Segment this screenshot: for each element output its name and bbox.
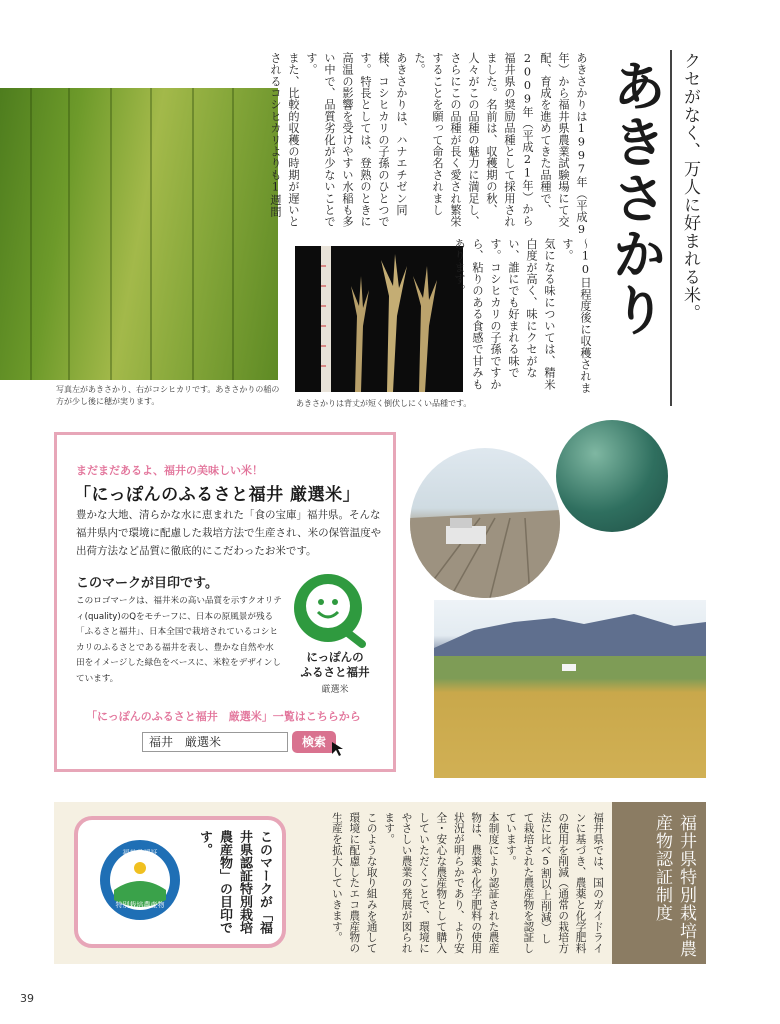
eco-label: 福井県特別栽培農産物認証制度 xyxy=(652,814,696,958)
article-col4: ～10日程度後に収穫されます。 xyxy=(561,238,592,394)
eco-mark-text: このマークが「福井県認証特別栽培農産物」の目印です。 xyxy=(197,830,272,934)
cursor-arrow-icon xyxy=(330,740,348,762)
rice-ears-photo xyxy=(295,246,463,392)
rice-ears-illustration xyxy=(295,246,463,392)
genseimai-list-link[interactable]: 「にっぽんのふるさと福井 厳選米」一覧はこちらから xyxy=(86,710,361,723)
eco-body2: 本制度により認証された農産物は、農薬や化学肥料の使用状況が明らかであり、より安全・安心な農産物として購入していただくことで、環境にやさしい農業の発展が図られます。 xyxy=(383,812,500,954)
genseimai-q-logo-icon xyxy=(292,572,368,648)
rice-planting-photo xyxy=(410,448,560,598)
article-col1: あきさかりは1997年（平成9年）から福井県農業試験場にて交配、育成を進めてきた品種で、2009年（平成21年）から福井県の奨励品種として採用されました。名前は、収穫期の秋、人々がこの品種の魅力に満足し、さらにこの品種が長く愛され繁栄することを願って命名されました。 xyxy=(413,52,588,237)
eco-body xyxy=(300,812,606,954)
mark-description: このロゴマークは、福井米の高い品質を示すクオリティ(quality)のQをモチーフに、日本の原風景が残る「ふるさと福井」、日本全国で栽培されているコシヒカリのふるさとである福井を表し、豊かな自然や水田をイメージした緑色をベースに、米粒をデザインしています。 xyxy=(76,596,282,684)
genseimai-subtitle: まだまだあるよ、福井の美味しい米！ xyxy=(76,464,263,477)
article-body-upper xyxy=(269,52,590,238)
headline-title: あきさかり xyxy=(604,58,668,338)
genseimai-logo-sub: 厳選米 xyxy=(321,685,349,695)
genseimai-logo-text xyxy=(290,650,380,680)
headline-tagline: クセがなく、万人に好まれる米。 xyxy=(680,52,700,322)
genseimai-body: 豊かな大地、清らかな水に恵まれた「食の宝庫」福井県。そんな福井県内で環境に配慮した栽培方法で生産され、米の保管温度や出荷方法など品質に徹底的にこだわったお米です。 xyxy=(76,509,382,557)
headline-rule xyxy=(670,50,672,406)
genseimai-title: 「にっぽんのふるさと福井 厳選米」 xyxy=(74,485,361,505)
water-photo xyxy=(556,420,668,532)
rice-field-photo xyxy=(0,88,278,380)
search-input[interactable]: 福井 厳選米 xyxy=(142,732,288,752)
eco-logo-bottom: 特別栽培農産物 xyxy=(115,901,165,909)
article-col5: 気になる味については、精米白度が高く、味にクセがない、誰にでも好まれる味です。コシヒカリの子孫ですから、粘りのある食感で甘みもあります。 xyxy=(453,238,556,391)
logo-line2: ふるさと福井 xyxy=(300,665,370,679)
article-col2: あきさかりは、ハナエチゼン同様、コシヒカリの子孫のひとつです。特長としては、登熟のときに高温の影響を受けやすい水稲も多い中で、品質劣化が少ないことです。 xyxy=(305,52,408,228)
mark-heading: このマークが目印です。 xyxy=(76,576,218,591)
field-photo-caption: 写真左があきさかり、右がコシヒカリです。あきさかりの稲の方が少し後に穂が実ります。 xyxy=(56,385,280,406)
eco-logo-top: 福井県認証 xyxy=(122,849,158,857)
search-button[interactable]: 検索 xyxy=(292,731,336,753)
logo-line1: にっぽんの xyxy=(306,650,364,664)
article-col3: また、比較的収穫の時期が遅いとされるコシヒカリよりも1週間 xyxy=(269,52,300,228)
eco-body3: このような取り組みを通して環境に配慮したエコ農産物の生産を拡大していきます。 xyxy=(330,812,378,954)
article-body-lower xyxy=(453,238,594,394)
harvest-landscape-photo xyxy=(434,600,706,778)
page-number: 39 xyxy=(20,992,34,1005)
ears-photo-caption: あきさかりは背丈が短く倒伏しにくい品種です。 xyxy=(296,399,472,408)
eco-body1: 福井県では、国のガイドラインに基づき、農薬と化学肥料の使用を削減（通常の栽培方法に比べ5割以上削減）して栽培された農産物を認証しています。 xyxy=(504,812,604,954)
